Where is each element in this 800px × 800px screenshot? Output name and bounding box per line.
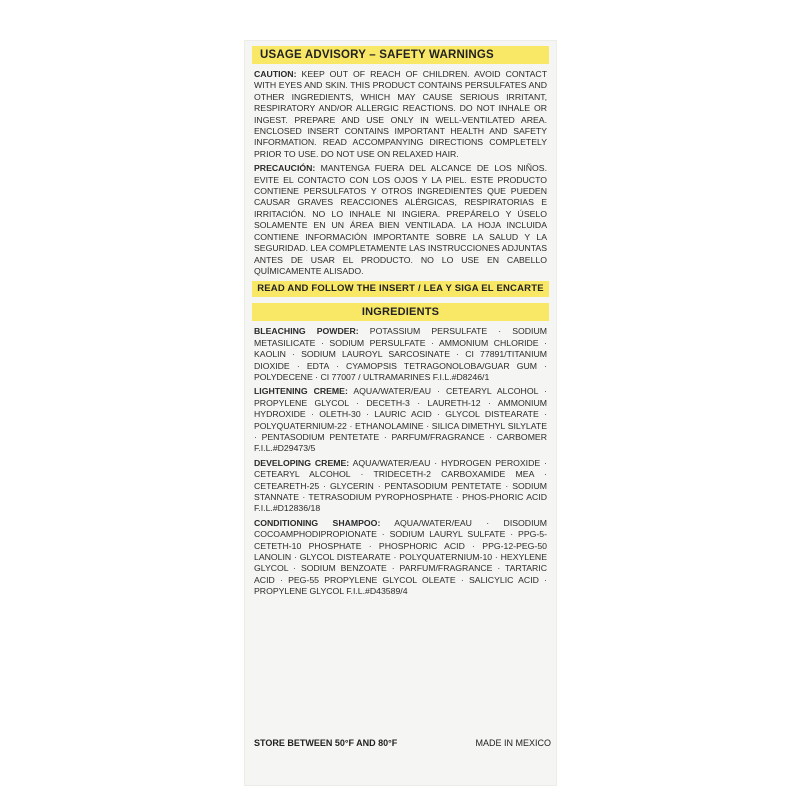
precaucion-text: MANTENGA FUERA DEL ALCANCE DE LOS NIÑOS. EVITE EL CONTACTO CON LOS OJOS Y LA PIEL. ESTE PRODUCTO CONTIENE PERSULFATOS Y OTROS INGREDIENTES QUE PUEDEN CAUSAR GRAVES REACCIONES ALÉRGICAS, RESPIRATORIAS E IRRITACIÓN. NO LO INHALE NI INGIERA. PREPÁRELO Y ÚSELO SOLAMENTE EN UN ÁREA BIEN VENTILADA. LA HOJA INCLUIDA CONTIENE INFORMACIÓN IMPORTANTE SOBRE LA SALUD Y LA SEGURIDAD. LEA COMPLETAMENTE LAS INSTRUCCIONES ADJUNTAS ANTES DE USAR EL PRODUCTO. NO LO USE EN CABELLO QUÍMICAMENTE ALISADO. [254,163,547,276]
precaucion-paragraph [252,163,549,277]
ingredient-label: LIGHTENING CREME: [254,386,348,397]
ingredient-block-lightening [252,386,549,454]
label-panel [244,40,557,786]
storage-note: STORE BETWEEN 50°F AND 80°F [254,738,398,748]
ingredient-label: BLEACHING POWDER: [254,326,359,337]
caution-text: KEEP OUT OF REACH OF CHILDREN. AVOID CONTACT WITH EYES AND SKIN. THIS PRODUCT CONTAINS PERSULFATES AND OTHER INGREDIENTS, WHICH MAY CAUSE SERIOUS IRRITANT, RESPIRATORY AND/OR ALLERGIC REACTIONS. DO NOT INHALE OR INGEST. PREPARE AND USE ONLY IN WELL-VENTILATED AREA. ENCLOSED INSERT CONTAINS IMPORTANT HEALTH AND SAFETY INFORMATION. READ ACCOMPANYING DIRECTIONS COMPLETELY PRIOR TO USE. DO NOT USE ON RELAXED HAIR. [254,69,547,159]
ingredient-label: CONDITIONING SHAMPOO: [254,517,381,528]
ingredient-label: DEVELOPING CREME: [254,457,350,468]
precaucion-label: PRECAUCIÓN: [254,163,316,174]
ingredient-text: AQUA/WATER/EAU · DISODIUM COCOAMPHODIPROPIONATE · SODIUM LAURYL SULFATE · PPG-5-CETETH-10 PHOSPHATE · PHOSPHORIC ACID · PPG-12-PEG-50 LANOLIN · GLYCOL DISTEARATE · POLYQUATERNIUM-10 · HEXYLENE GLYCOL · SODIUM BENZOATE · PARFUM/FRAGRANCE · TARTARIC ACID · PEG-55 PROPYLENE GLYCOL OLEATE · SALICYLIC ACID · PROPYLENE GLYCOL F.I.L.#D43589/4 [254,517,547,597]
insert-banner: READ AND FOLLOW THE INSERT / LEA Y SIGA EL ENCARTE [252,281,549,297]
ingredient-text: AQUA/WATER/EAU · CETEARYL ALCOHOL · PROPYLENE GLYCOL · DECETH-3 · LAURETH-12 · AMMONIUM HYDROXIDE · OLETH-30 · LAURIC ACID · GLYCOL DISTEARATE · POLYQUATERNIUM-22 · ETHANOLAMINE · SILICA DIMETHYL SILYLATE · PENTASODIUM PENTETATE · PARFUM/FRAGRANCE · CARBOMER F.I.L.#D29473/5 [254,386,547,454]
ingredient-text: POTASSIUM PERSULFATE · SODIUM METASILICATE · SODIUM PERSULFATE · AMMONIUM CHLORIDE · KAOLIN · SODIUM LAUROYL SARCOSINATE · CI 77891/TITANIUM DIOXIDE · EDTA · CYAMOPSIS TETRAGONOLOBA/GUAR GUM · POLYDECENE · CI 77007 / ULTRAMARINES F.I.L.#D8246/1 [254,326,547,382]
origin-note: MADE IN MEXICO [475,738,551,748]
ingredient-block-developing [252,458,549,515]
advisory-title-banner: USAGE ADVISORY – SAFETY WARNINGS [252,46,549,64]
ingredient-block-shampoo [252,518,549,598]
ingredient-text: AQUA/WATER/EAU · HYDROGEN PEROXIDE · CETEARYL ALCOHOL · TRIDECETH-2 CARBOXAMIDE MEA · CETEARETH-25 · GLYCERIN · PENTASODIUM PENTETATE · SODIUM STANNATE · TETRASODIUM PYROPHOSPHATE · PHOS-PHORIC ACID F.I.L.#D12836/18 [254,457,547,514]
caution-label: CAUTION: [254,69,297,79]
label-footer [254,738,551,748]
ingredient-block-bleaching [252,326,549,383]
caution-paragraph [252,69,549,160]
ingredients-title-banner: INGREDIENTS [252,303,549,321]
